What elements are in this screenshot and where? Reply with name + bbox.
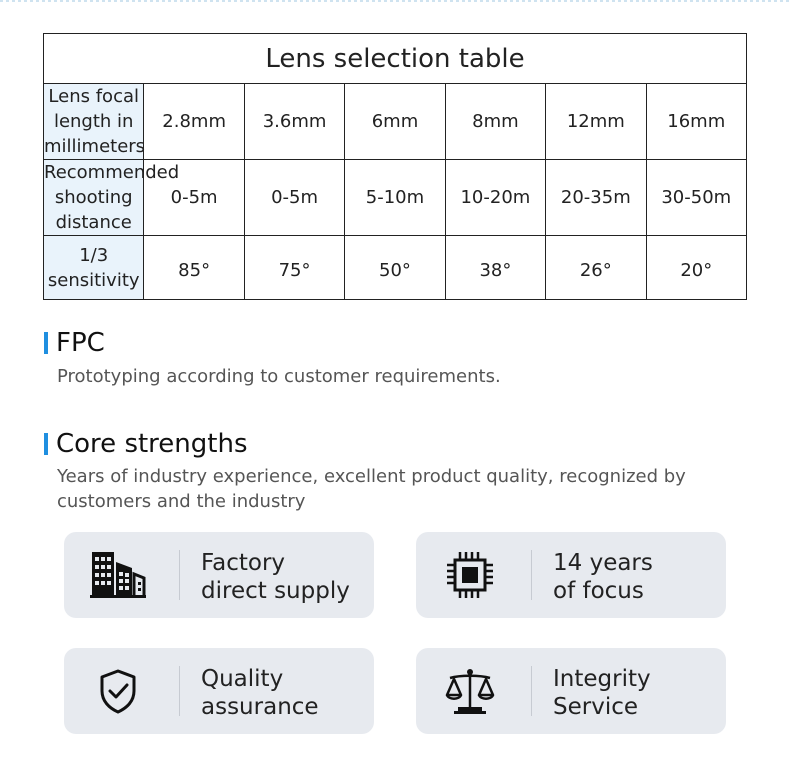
table-row-sensitivity [44,236,747,300]
lens-selection-table [43,33,747,300]
table-cell: 75° [244,236,344,300]
description-line: customers and the industry [57,491,306,512]
table-row-focal-length [44,84,747,160]
card-label-line: Service [553,694,639,720]
table-cell: 30-50m [646,160,746,236]
table-cell: 20-35m [546,160,646,236]
table-cell: 38° [445,236,545,300]
table-title: Lens selection table [44,34,747,84]
card-divider [179,666,180,716]
card-label [201,549,366,605]
core-strengths-description [57,464,757,514]
table-cell: 5-10m [345,160,445,236]
row-header-focal-length: Lens focal length in millimeters [44,84,144,160]
card-label-line: assurance [201,694,319,720]
table-cell: 10-20m [445,160,545,236]
section-accent-bar [44,433,48,455]
core-strengths-title: Core strengths [56,429,248,459]
shield-check-icon [86,664,150,718]
fpc-title: FPC [56,328,105,358]
card-label-line: Integrity [553,666,651,692]
table-cell: 3.6mm [244,84,344,160]
table-cell: 6mm [345,84,445,160]
table-cell: 20° [646,236,746,300]
table-cell: 0-5m [244,160,344,236]
row-header-sensitivity: 1/3 sensitivity [44,236,144,300]
table-cell: 2.8mm [144,84,244,160]
card-label [201,665,366,721]
feature-card-years [416,532,726,618]
fpc-description: Prototyping according to customer requirements. [57,366,501,387]
table-cell: 16mm [646,84,746,160]
card-label-line: of focus [553,578,644,604]
feature-card-factory [64,532,374,618]
section-accent-bar [44,332,48,354]
card-label-line: direct supply [201,578,350,604]
card-label [553,549,718,605]
table-row-shooting-distance [44,160,747,236]
table-cell: 50° [345,236,445,300]
table-cell: 8mm [445,84,545,160]
row-header-shooting-distance: Recommended shooting distance [44,160,144,236]
table-cell: 12mm [546,84,646,160]
card-divider [179,550,180,600]
description-line: Years of industry experience, excellent product quality, recognized by [57,466,686,487]
card-label-line: Factory [201,550,286,576]
card-divider [531,666,532,716]
feature-card-quality [64,648,374,734]
card-label-line: 14 years [553,550,653,576]
top-dotted-rule [0,0,790,2]
card-label-line: Quality [201,666,284,692]
card-label [553,665,718,721]
core-strengths-heading [44,429,248,459]
chip-icon [438,548,502,602]
table-cell: 85° [144,236,244,300]
card-divider [531,550,532,600]
table-cell: 26° [546,236,646,300]
balance-scale-icon [438,664,502,718]
feature-card-integrity [416,648,726,734]
table-cell: 0-5m [144,160,244,236]
factory-buildings-icon [86,548,150,602]
fpc-heading [44,328,105,358]
